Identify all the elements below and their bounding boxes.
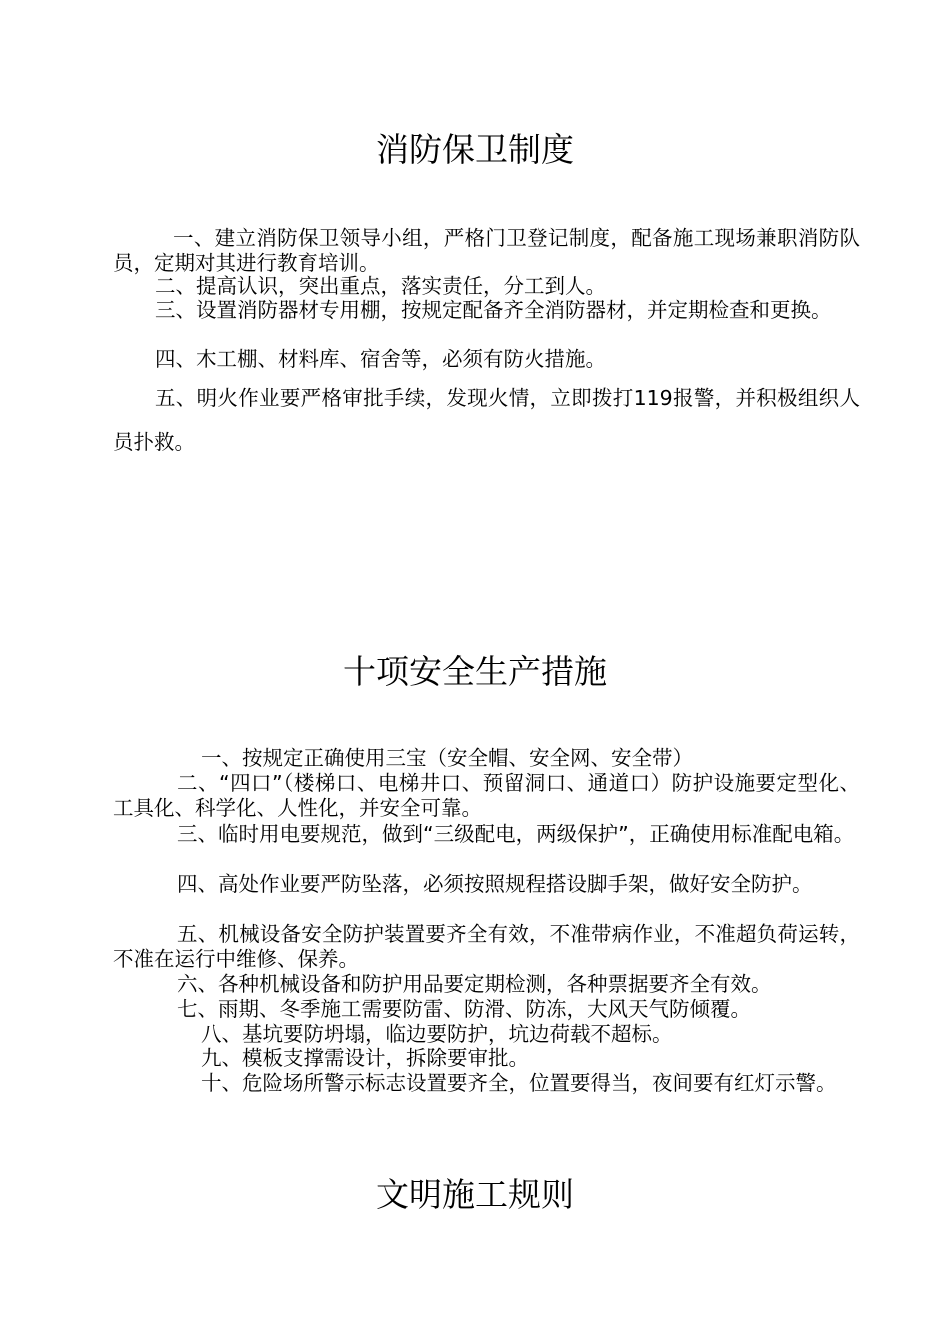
- section-title-fire-safety: 消防保卫制度: [376, 130, 574, 169]
- fire-safety-item-3: 三、设置消防器材专用棚，按规定配备齐全消防器材，并定期检查和更换。: [155, 298, 832, 322]
- fire-safety-item-1: 一、建立消防保卫领导小组，严格门卫登记制度，配备施工现场兼职消防队员，定期对其进行教育培训。: [113, 226, 860, 275]
- section-title-safety-measures: 十项安全生产措施: [343, 652, 607, 691]
- safety-measure-item-10: 十、危险场所警示标志设置要齐全，位置要得当，夜间要有红灯示警。: [201, 1071, 837, 1095]
- safety-measure-item-7: 七、雨期、冬季施工需要防雷、防滑、防冻，大风天气防倾覆。: [177, 997, 751, 1021]
- fire-safety-item-2: 二、提高认识，突出重点，落实责任，分工到人。: [155, 274, 606, 298]
- safety-measure-item-1: 一、按规定正确使用三宝（安全帽、安全网、安全带）: [201, 746, 693, 770]
- safety-measure-item-3: 三、临时用电要规范，做到“三级配电，两级保护”，正确使用标准配电箱。: [177, 822, 855, 846]
- safety-measure-item-6: 六、各种机械设备和防护用品要定期检测，各种票据要齐全有效。: [177, 972, 772, 996]
- safety-measure-item-5: 五、机械设备安全防护装置要齐全有效，不准带病作业，不准超负荷运转，不准在运行中维修、保养。: [113, 922, 860, 971]
- safety-measure-item-8: 八、基坑要防坍塌，临边要防护，坑边荷载不超标。: [201, 1022, 673, 1046]
- section-title-civilized-construction: 文明施工规则: [376, 1175, 574, 1214]
- safety-measure-item-9: 九、模板支撑需设计，拆除要审批。: [201, 1046, 529, 1070]
- safety-measure-item-4: 四、高处作业要严防坠落，必须按照规程搭设脚手架，做好安全防护。: [177, 872, 813, 896]
- fire-safety-item-4: 四、木工棚、材料库、宿舍等，必须有防火措施。: [155, 347, 606, 371]
- fire-safety-item-5: 五、明火作业要严格审批手续，发现火情，立即拨打119报警，并积极组织人员扑救。: [113, 386, 860, 454]
- safety-measure-item-2: 二、“四口”（楼梯口、电梯井口、预留洞口、通道口）防护设施要定型化、工具化、科学化、人性化，并安全可靠。: [113, 771, 860, 820]
